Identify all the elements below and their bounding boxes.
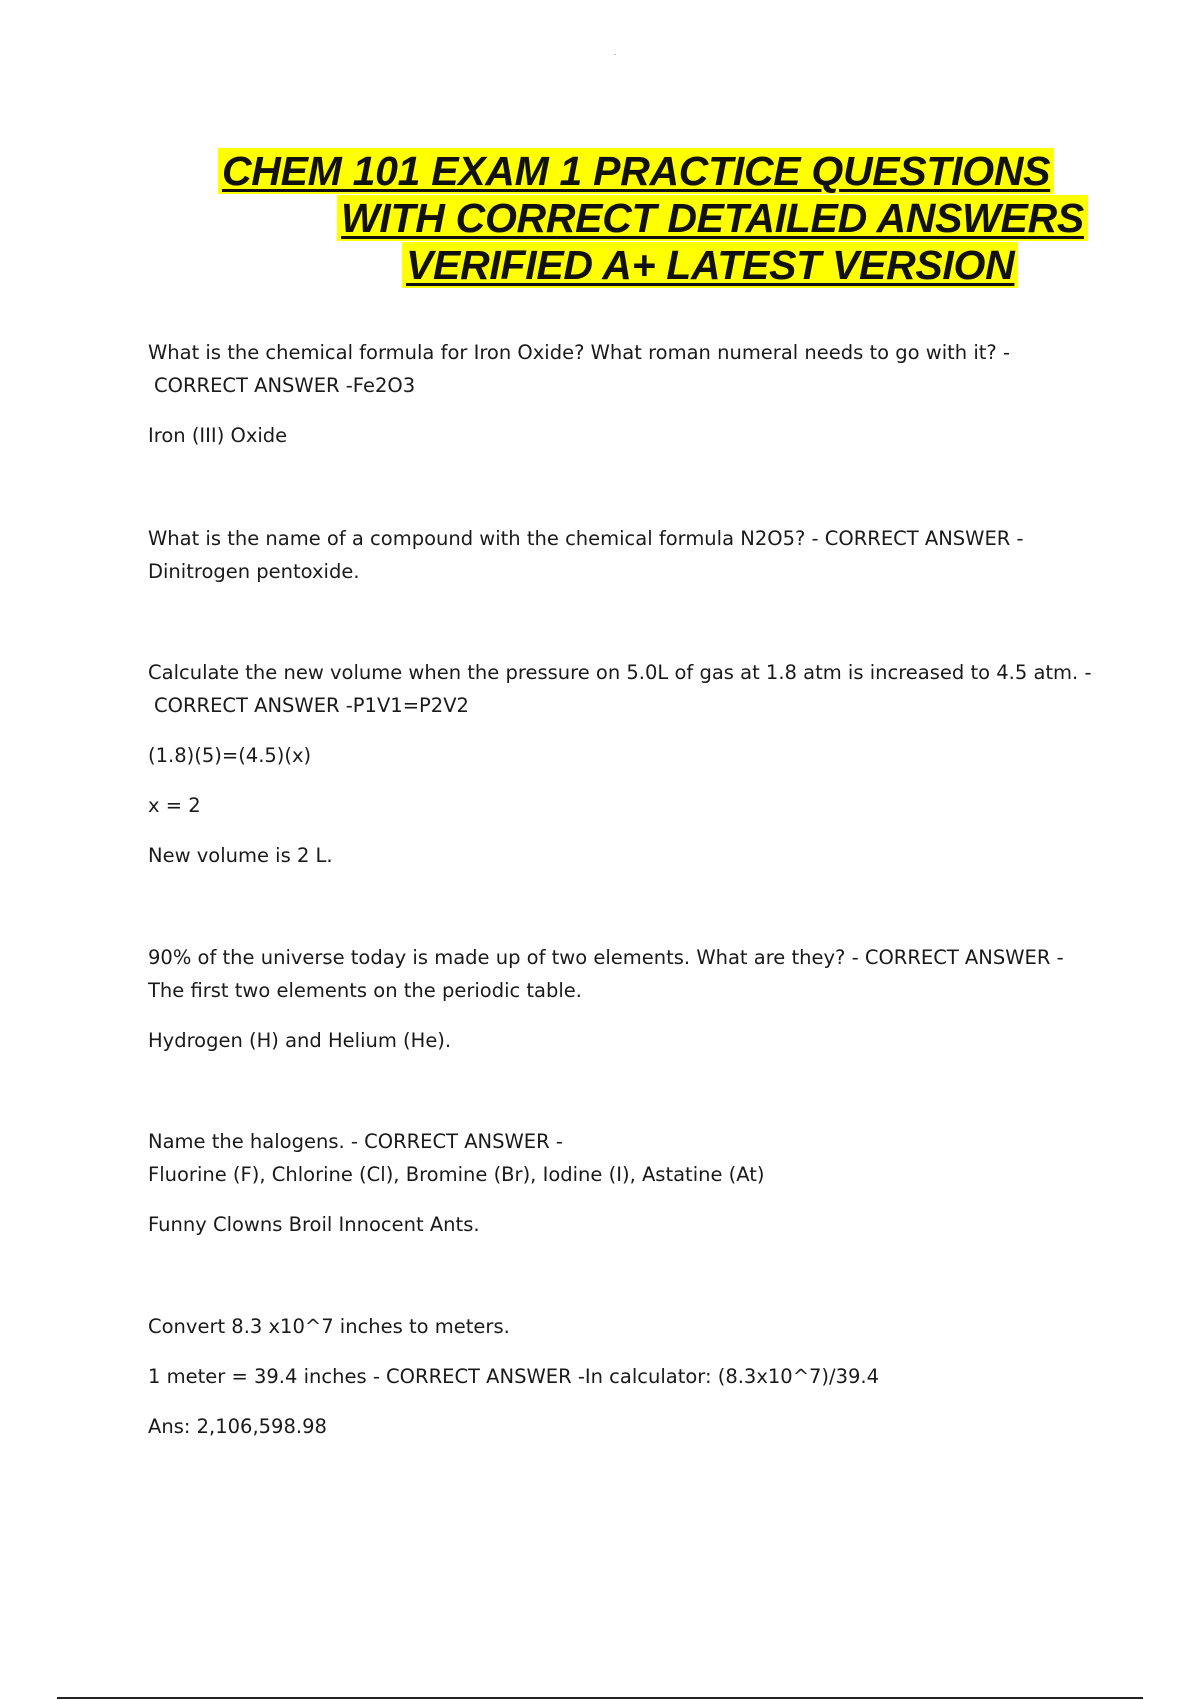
- question-block-2: [148, 522, 1024, 588]
- question-text: 90% of the universe today is made up of two elements. What are they? - CORRECT ANSWER -: [148, 946, 1064, 969]
- question-block-1: [148, 336, 1010, 452]
- question-text: What is the name of a compound with the chemical formula N2O5? - CORRECT ANSWER -: [148, 527, 1024, 550]
- title-line-1: CHEM 101 EXAM 1 PRACTICE QUESTIONS: [218, 148, 1054, 194]
- answer-text: Fluorine (F), Chlorine (Cl), Bromine (Br), Iodine (I), Astatine (At): [148, 1163, 765, 1186]
- question-text: Name the halogens. - CORRECT ANSWER -: [148, 1130, 563, 1153]
- answer-detail: Hydrogen (H) and Helium (He).: [148, 1029, 452, 1052]
- question-block-3: [148, 656, 1091, 872]
- answer-detail: x = 2: [148, 794, 201, 817]
- answer-detail: Iron (III) Oxide: [148, 424, 288, 447]
- answer-text: CORRECT ANSWER -Fe2O3: [154, 374, 416, 397]
- answer-detail: Funny Clowns Broil Innocent Ants.: [148, 1213, 480, 1236]
- answer-text: 1 meter = 39.4 inches - CORRECT ANSWER -In calculator: (8.3x10^7)/39.4: [148, 1365, 880, 1388]
- answer-detail: Ans: 2,106,598.98: [148, 1415, 327, 1438]
- answer-text: CORRECT ANSWER -P1V1=P2V2: [154, 694, 469, 717]
- title-line-2: WITH CORRECT DETAILED ANSWERS: [337, 195, 1088, 241]
- question-text: Convert 8.3 x10^7 inches to meters.: [148, 1315, 510, 1338]
- question-block-5: [148, 1125, 765, 1241]
- question-block-4: [148, 941, 1064, 1057]
- answer-detail: (1.8)(5)=(4.5)(x): [148, 744, 312, 767]
- answer-text: Dinitrogen pentoxide.: [148, 560, 360, 583]
- answer-text: The first two elements on the periodic table.: [148, 979, 582, 1002]
- scan-speck: [614, 54, 616, 55]
- question-text: What is the chemical formula for Iron Oxide? What roman numeral needs to go with it? -: [148, 341, 1010, 364]
- question-block-6: [148, 1310, 879, 1443]
- title-line-3: VERIFIED A+ LATEST VERSION: [402, 242, 1018, 288]
- answer-detail: New volume is 2 L.: [148, 844, 333, 867]
- question-text: Calculate the new volume when the pressure on 5.0L of gas at 1.8 atm is increased to 4.5 atm. -: [148, 661, 1092, 684]
- footer-divider: [57, 1697, 1143, 1699]
